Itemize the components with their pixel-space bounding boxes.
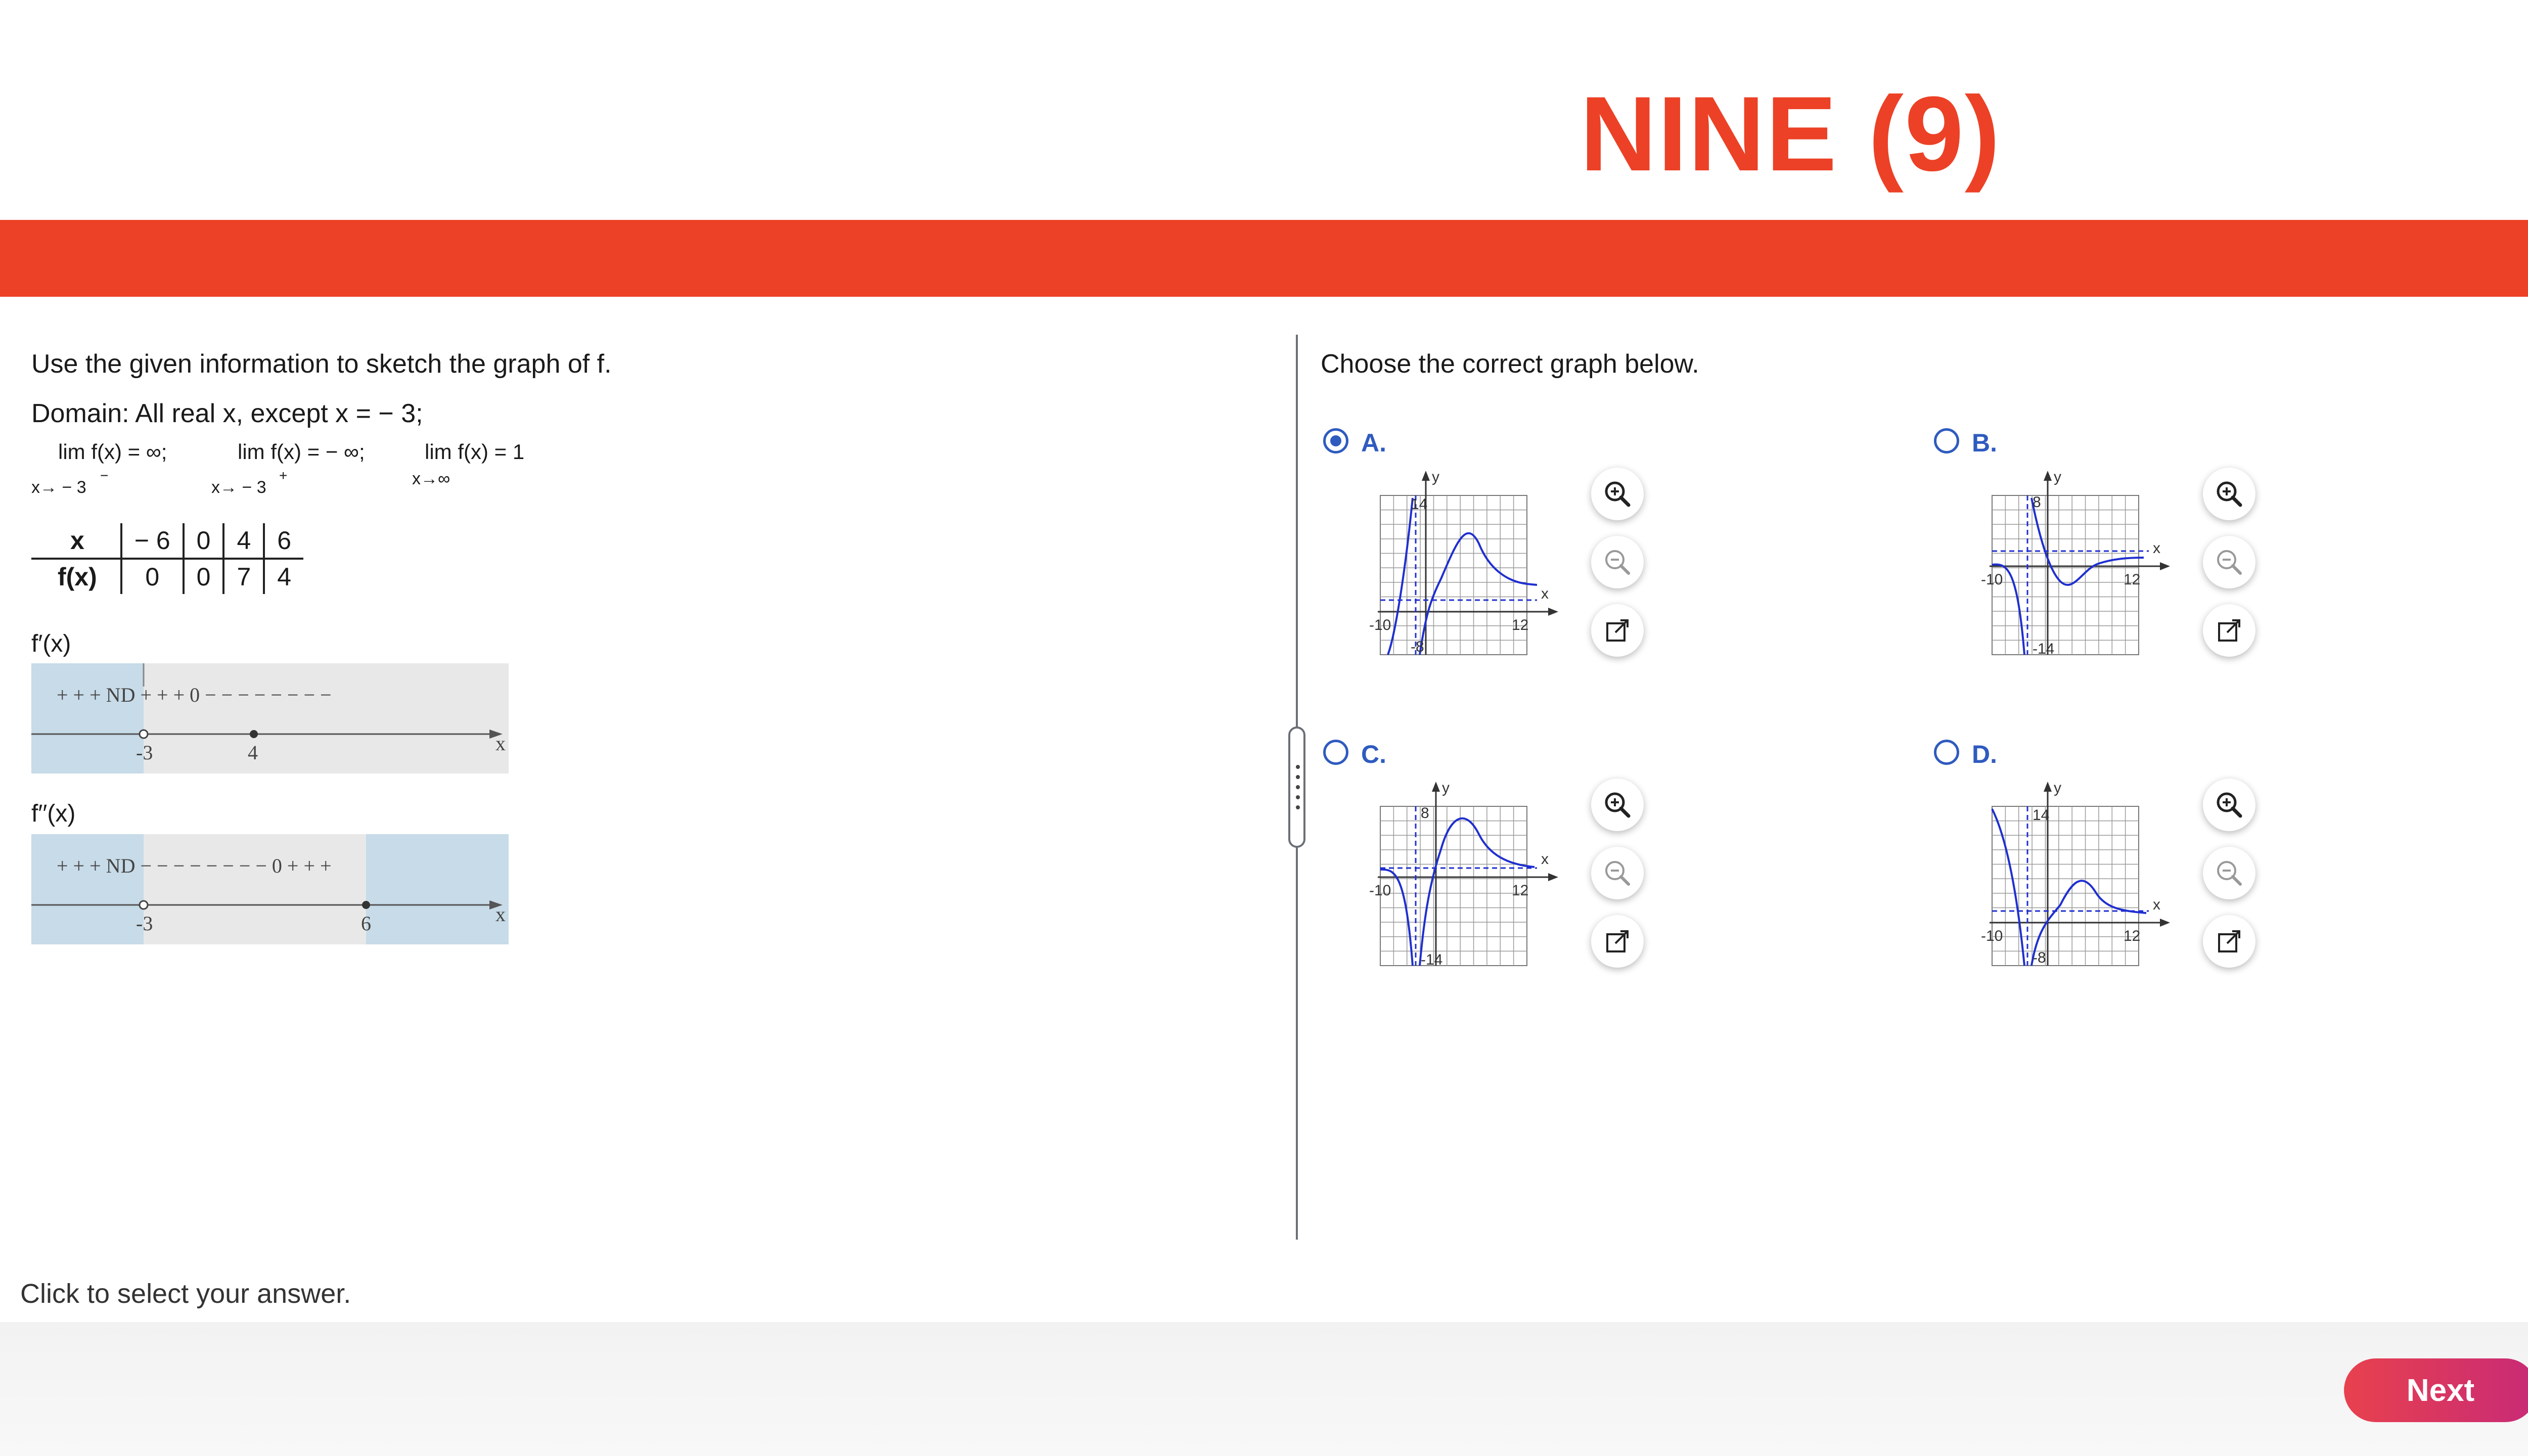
tick-label: 14 (1411, 496, 1428, 513)
option-a-radio[interactable] (1323, 428, 1348, 453)
limit-2-side: + (279, 468, 288, 483)
next-button[interactable]: Next (2344, 1358, 2528, 1422)
limit-3: lim f(x) = 1 (425, 440, 525, 464)
option-d-graph (1972, 779, 2184, 971)
tick-label: -8 (2033, 949, 2046, 966)
axis-label: y (2054, 780, 2061, 796)
footer-instruction: Click to select your answer. (20, 1279, 351, 1309)
zoom-out-icon (2214, 858, 2244, 888)
option-d-zoom-in-button[interactable] (2203, 779, 2255, 831)
external-link-icon (1602, 615, 1633, 646)
fdouble-sign-chart (31, 834, 517, 945)
axis-label: x (2153, 540, 2160, 557)
accent-band (0, 220, 2528, 297)
open-point (140, 730, 148, 738)
negative-region (144, 834, 366, 944)
tick-label: 6 (361, 912, 371, 935)
positive-region (31, 834, 144, 944)
tick-label: 12 (2124, 928, 2141, 944)
option-d-popout-button[interactable] (2203, 915, 2255, 968)
table-cell: 4 (223, 523, 264, 559)
option-c-zoom-in-button[interactable] (1591, 779, 1644, 831)
option-d-label[interactable]: D. (1972, 740, 1997, 768)
table-cell: 0 (121, 559, 184, 594)
x-axis-arrow-icon (2160, 562, 2170, 570)
fprime-sign-chart (31, 663, 517, 775)
external-link-icon (2214, 926, 2244, 957)
option-d-radio[interactable] (1934, 740, 1959, 765)
zoom-in-icon (1602, 790, 1633, 820)
table-row (31, 523, 303, 559)
option-b-zoom-out-button[interactable] (2203, 536, 2255, 588)
zoom-out-icon (2214, 547, 2244, 577)
answer-prompt: Choose the correct graph below. (1321, 349, 1699, 379)
option-c-popout-button[interactable] (1591, 915, 1644, 968)
tick-label: 14 (2033, 807, 2050, 824)
option-d-zoom-out-button[interactable] (2203, 847, 2255, 899)
tick-label: 8 (1421, 805, 1429, 822)
option-a-popout-button[interactable] (1591, 604, 1644, 657)
table-row (31, 559, 303, 594)
limit-2-approach: x→ − 3 (211, 478, 266, 497)
option-a-zoom-out-button[interactable] (1591, 536, 1644, 588)
fprime-label: f′(x) (31, 630, 71, 657)
open-point (140, 901, 148, 909)
axis-label: y (1442, 780, 1450, 796)
x-axis-arrow-icon (2160, 919, 2170, 927)
tick-label: -14 (1421, 951, 1443, 968)
tick-label: -10 (1981, 571, 2003, 588)
y-axis-arrow-icon (1422, 471, 1430, 481)
limit-3-approach: x→∞ (412, 469, 450, 488)
option-a-label[interactable]: A. (1361, 429, 1386, 457)
tick-label: -14 (2033, 641, 2055, 657)
limit-1-side: − (100, 468, 109, 483)
top-header (0, 0, 2528, 220)
closed-point (250, 730, 258, 738)
axis-label: x (495, 903, 506, 926)
option-b-zoom-in-button[interactable] (2203, 468, 2255, 520)
external-link-icon (2214, 615, 2244, 646)
sign-text: + + + ND − − − − − − − − 0 + + + (57, 854, 332, 877)
tick-label: 12 (1512, 617, 1529, 633)
x-axis-arrow-icon (1548, 873, 1558, 881)
tick-label: -3 (136, 912, 153, 935)
table-cell: − 6 (121, 523, 184, 559)
axis-label: y (2054, 469, 2061, 485)
tick-label: -8 (1411, 639, 1424, 655)
domain-text: Domain: All real x, except x = − 3; (31, 399, 423, 428)
limit-1: lim f(x) = ∞; (58, 440, 167, 464)
external-link-icon (1602, 926, 1633, 957)
tick-label: 8 (2033, 494, 2041, 511)
option-c-graph (1360, 779, 1572, 971)
zoom-in-icon (1602, 479, 1633, 509)
tick-label: -10 (1369, 617, 1391, 633)
grid-frame (1992, 495, 2139, 655)
tick-label: 12 (2124, 571, 2141, 588)
table-cell: 6 (264, 523, 303, 559)
option-b-radio[interactable] (1934, 428, 1959, 453)
option-c-label[interactable]: C. (1361, 740, 1386, 768)
axis-label: x (2153, 896, 2160, 913)
table-header-x: x (31, 523, 121, 559)
fdouble-label: f′′(x) (31, 800, 76, 827)
limit-1-approach: x→ − 3 (31, 478, 86, 497)
table-header-fx: f(x) (58, 563, 97, 591)
negative-region (144, 663, 509, 774)
option-c-radio[interactable] (1323, 740, 1348, 765)
axis-label: y (1432, 469, 1439, 485)
footer-bar (0, 1322, 2528, 1456)
y-axis-arrow-icon (2044, 782, 2052, 792)
tick-label: 12 (1512, 882, 1529, 899)
axis-label: x (495, 732, 506, 755)
sign-text: + + + ND + + + 0 − − − − − − − − (57, 684, 332, 706)
option-c-zoom-out-button[interactable] (1591, 847, 1644, 899)
zoom-out-icon (1602, 547, 1633, 577)
tick-label: -3 (136, 741, 153, 764)
page-title: NINE (9) (1580, 74, 2001, 193)
x-axis-arrow-icon (1548, 608, 1558, 616)
table-cell: 0 (184, 523, 224, 559)
tick-label: -10 (1981, 928, 2003, 944)
option-b-label[interactable]: B. (1972, 429, 1997, 457)
table-cell: 7 (223, 559, 264, 594)
table-cell: 4 (264, 559, 303, 594)
grid-frame (1380, 806, 1527, 966)
axis-label: x (1541, 851, 1549, 868)
tick-label: -10 (1369, 882, 1391, 899)
table-cell: 0 (184, 559, 224, 594)
zoom-in-icon (2214, 790, 2244, 820)
zoom-out-icon (1602, 858, 1633, 888)
values-table (31, 523, 303, 594)
option-b-popout-button[interactable] (2203, 604, 2255, 657)
closed-point (362, 901, 370, 909)
zoom-in-icon (2214, 479, 2244, 509)
limit-2: lim f(x) = − ∞; (238, 440, 365, 464)
y-axis-arrow-icon (1432, 782, 1440, 792)
positive-region (366, 834, 509, 944)
question-prompt: Use the given information to sketch the graph of f. (31, 349, 612, 379)
option-a-zoom-in-button[interactable] (1591, 468, 1644, 520)
grid-frame (1380, 495, 1527, 655)
tick-label: 4 (248, 741, 258, 764)
positive-region (31, 663, 144, 774)
resize-handle[interactable] (1288, 726, 1305, 848)
option-a-graph (1360, 468, 1572, 660)
option-b-graph (1972, 468, 2184, 660)
y-axis-arrow-icon (2044, 471, 2052, 481)
axis-label: x (1541, 585, 1549, 602)
